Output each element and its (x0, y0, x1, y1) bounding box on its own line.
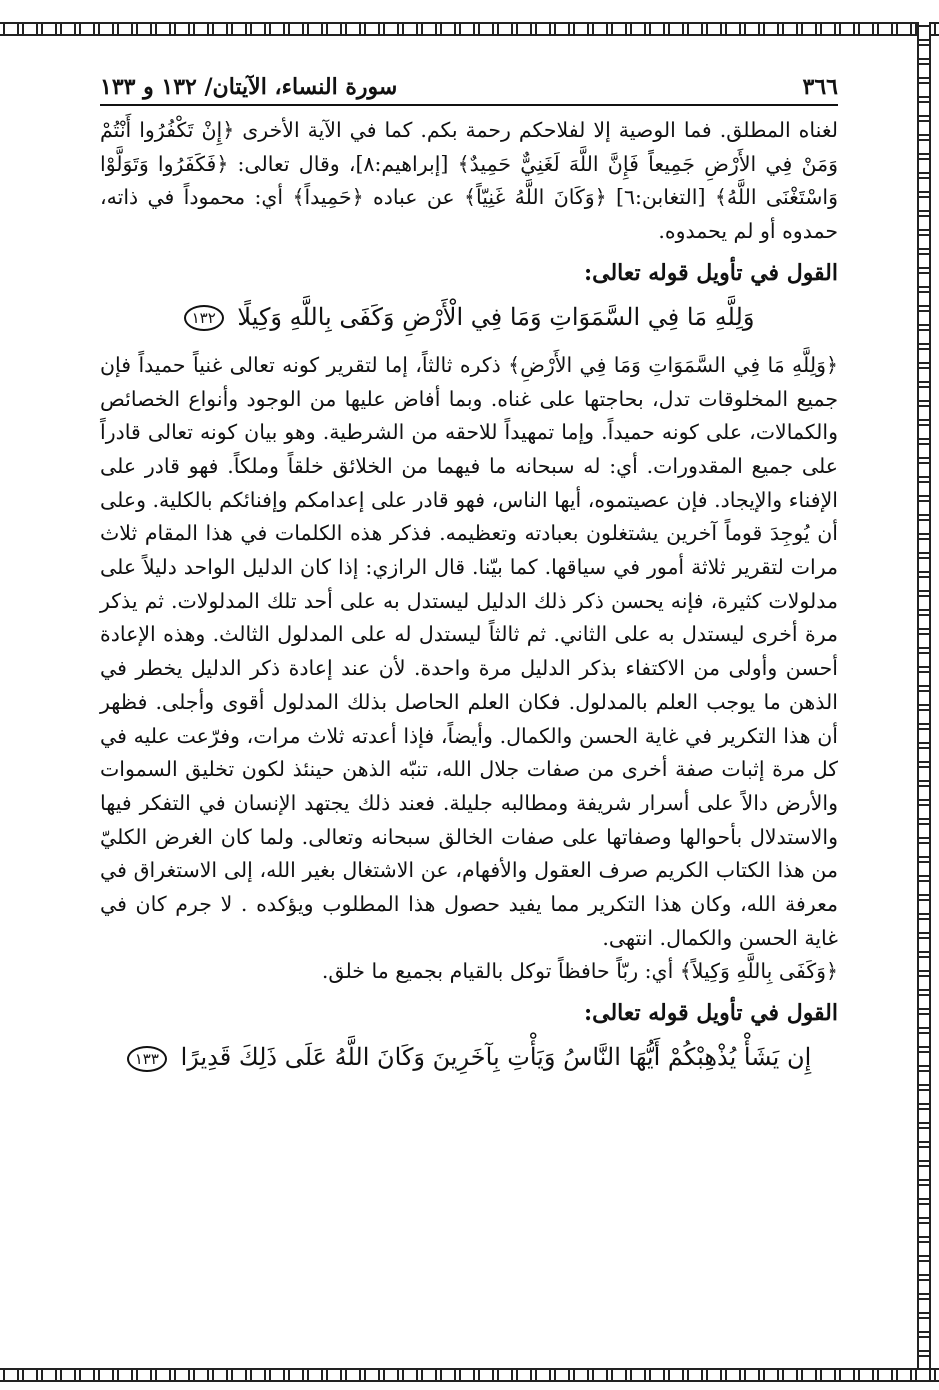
paragraph-2: ﴿وَلِلَّهِ مَا فِي السَّمَوَاتِ وَمَا فِي الأَرْضِ﴾ ذكره ثالثاً، إما لتقرير كونه تعالى غنياً حميداً فإن جميع المخلوقات تدل، بحاجتها على غناه. وبما أفاض عليها من الوجود وأنواع الخصائص والكمالات، على كونه حميداً. وإما تمهيداً للاحقه من الشرطية. وهو بيان كونه تعالى قادراً على جميع المقدورات. أي: له سبحانه ما فيهما من الخلائق خلقاً وملكاً. فهو قادر على الإفناء والإيجاد. فإن عصيتموه، أيها الناس، فهو قادر على إعدامكم وإفنائكم بالكلية. وعلى أن يُوجِدَ قوماً آخرين يشتغلون بعبادته وتعظيمه. فذكر هذه الكلمات في هذا المقام ثلاث مرات لتقرير ثلاثة أمور في سياقها. كما بيّنا. قال الرازي: إذا كان الدليل الواحد دليلاً على مدلولات كثيرة، فإنه يحسن ذكر ذلك الدليل ليستدل به على أحد تلك المدلولات. ثم يذكر مرة أخرى ليستدل به على الثاني. ثم ثالثاً ليستدل له على المدلول الثالث. وهذه الإعادة أحسن وأولى من الاكتفاء بذكر الدليل مرة واحدة. لأن عند إعادة ذكر الدليل يخطر في الذهن ما يوجب العلم بالمدلول. فكان العلم الحاصل بذلك المدلول أقوى وأجلى. فظهر أن هذا التكرير في غاية الحسن والكمال. وأيضاً، فإذا أعدته ثلاث مرات، وفرّعت عليه في كل مرة إثبات صفة أخرى من صفات جلال الله، تنبّه الذهن حينئذ لكون تخليق السموات والأرض دالاً على أسرار شريفة ومطالبه جليلة. فعند ذلك يجتهد الإنسان في التفكر فيها والاستدلال بأحوالها وصفاتها على صفات الخالق سبحانه وتعالى. ولما كان الغرض الكليّ من هذا الكتاب الكريم صرف العقول والأفهام، عن الاشتغال بغير الله، إلى الاستغراق في معرفة الله، وكان هذا التكرير مما يفيد حصول هذا المطلوب ويؤكده . لا جرم كان في غاية الحسن والكمال. انتهى. (100, 352, 838, 950)
page-header (100, 60, 838, 106)
surah-info: سورة النساء، الآيتان/ ١٣٢ و ١٣٣ (100, 74, 398, 100)
ayah-number-marker: ١٣٢ (184, 305, 224, 331)
section-heading-2: القول في تأويل قوله تعالى: (584, 1000, 838, 1027)
verse-2-text: إِن يَشَأْ يُذْهِبْكُمْ أَيُّهَا النَّاسُ وَيَأْتِ بِآخَرِينَ وَكَانَ اللَّهُ عَلَى ذَلِكَ قَدِيرًا (180, 1043, 812, 1072)
bottom-ornamental-border (0, 1368, 939, 1382)
right-ornamental-border (917, 22, 931, 1382)
top-ornamental-border (0, 22, 939, 36)
page-content (100, 60, 838, 1089)
paragraph-1: لغناه المطلق. فما الوصية إلا لفلاحكم رحمة بكم. كما في الآية الأخرى ﴿إِنْ تَكْفُرُوا أَنْتُمْ وَمَنْ فِي الأَرْضِ جَمِيعاً فَإِنَّ اللَّهَ لَغَنِيٌّ حَمِيدٌ﴾ [إبراهيم:٨]، وقال تعالى: ﴿فَكَفَرُوا وَتَوَلَّوْا وَاسْتَغْنَى اللَّهُ﴾ [التغابن:٦] ﴿وَكَانَ اللَّهُ غَنِيّاً﴾ عن عباده ﴿حَمِيداً﴾ أي: محموداً في ذاته، حمدوه أو لم يحمدوه. (100, 118, 838, 244)
quran-verse-1 (100, 295, 838, 339)
ayah-number-marker: ١٣٣ (127, 1046, 167, 1072)
page-number: ٣٦٦ (802, 74, 838, 100)
section-heading-1: القول في تأويل قوله تعالى: (584, 259, 838, 286)
verse-1-text: وَلِلَّهِ مَا فِي السَّمَوَاتِ وَمَا فِي الْأَرْضِ وَكَفَى بِاللَّهِ وَكِيلًا (237, 302, 755, 331)
quran-verse-2 (100, 1035, 838, 1079)
paragraph-3: ﴿وَكَفَى بِاللَّهِ وَكِيلاً﴾ أي: ربّاً حافظاً توكل بالقيام بجميع ما خلق. (321, 959, 838, 984)
